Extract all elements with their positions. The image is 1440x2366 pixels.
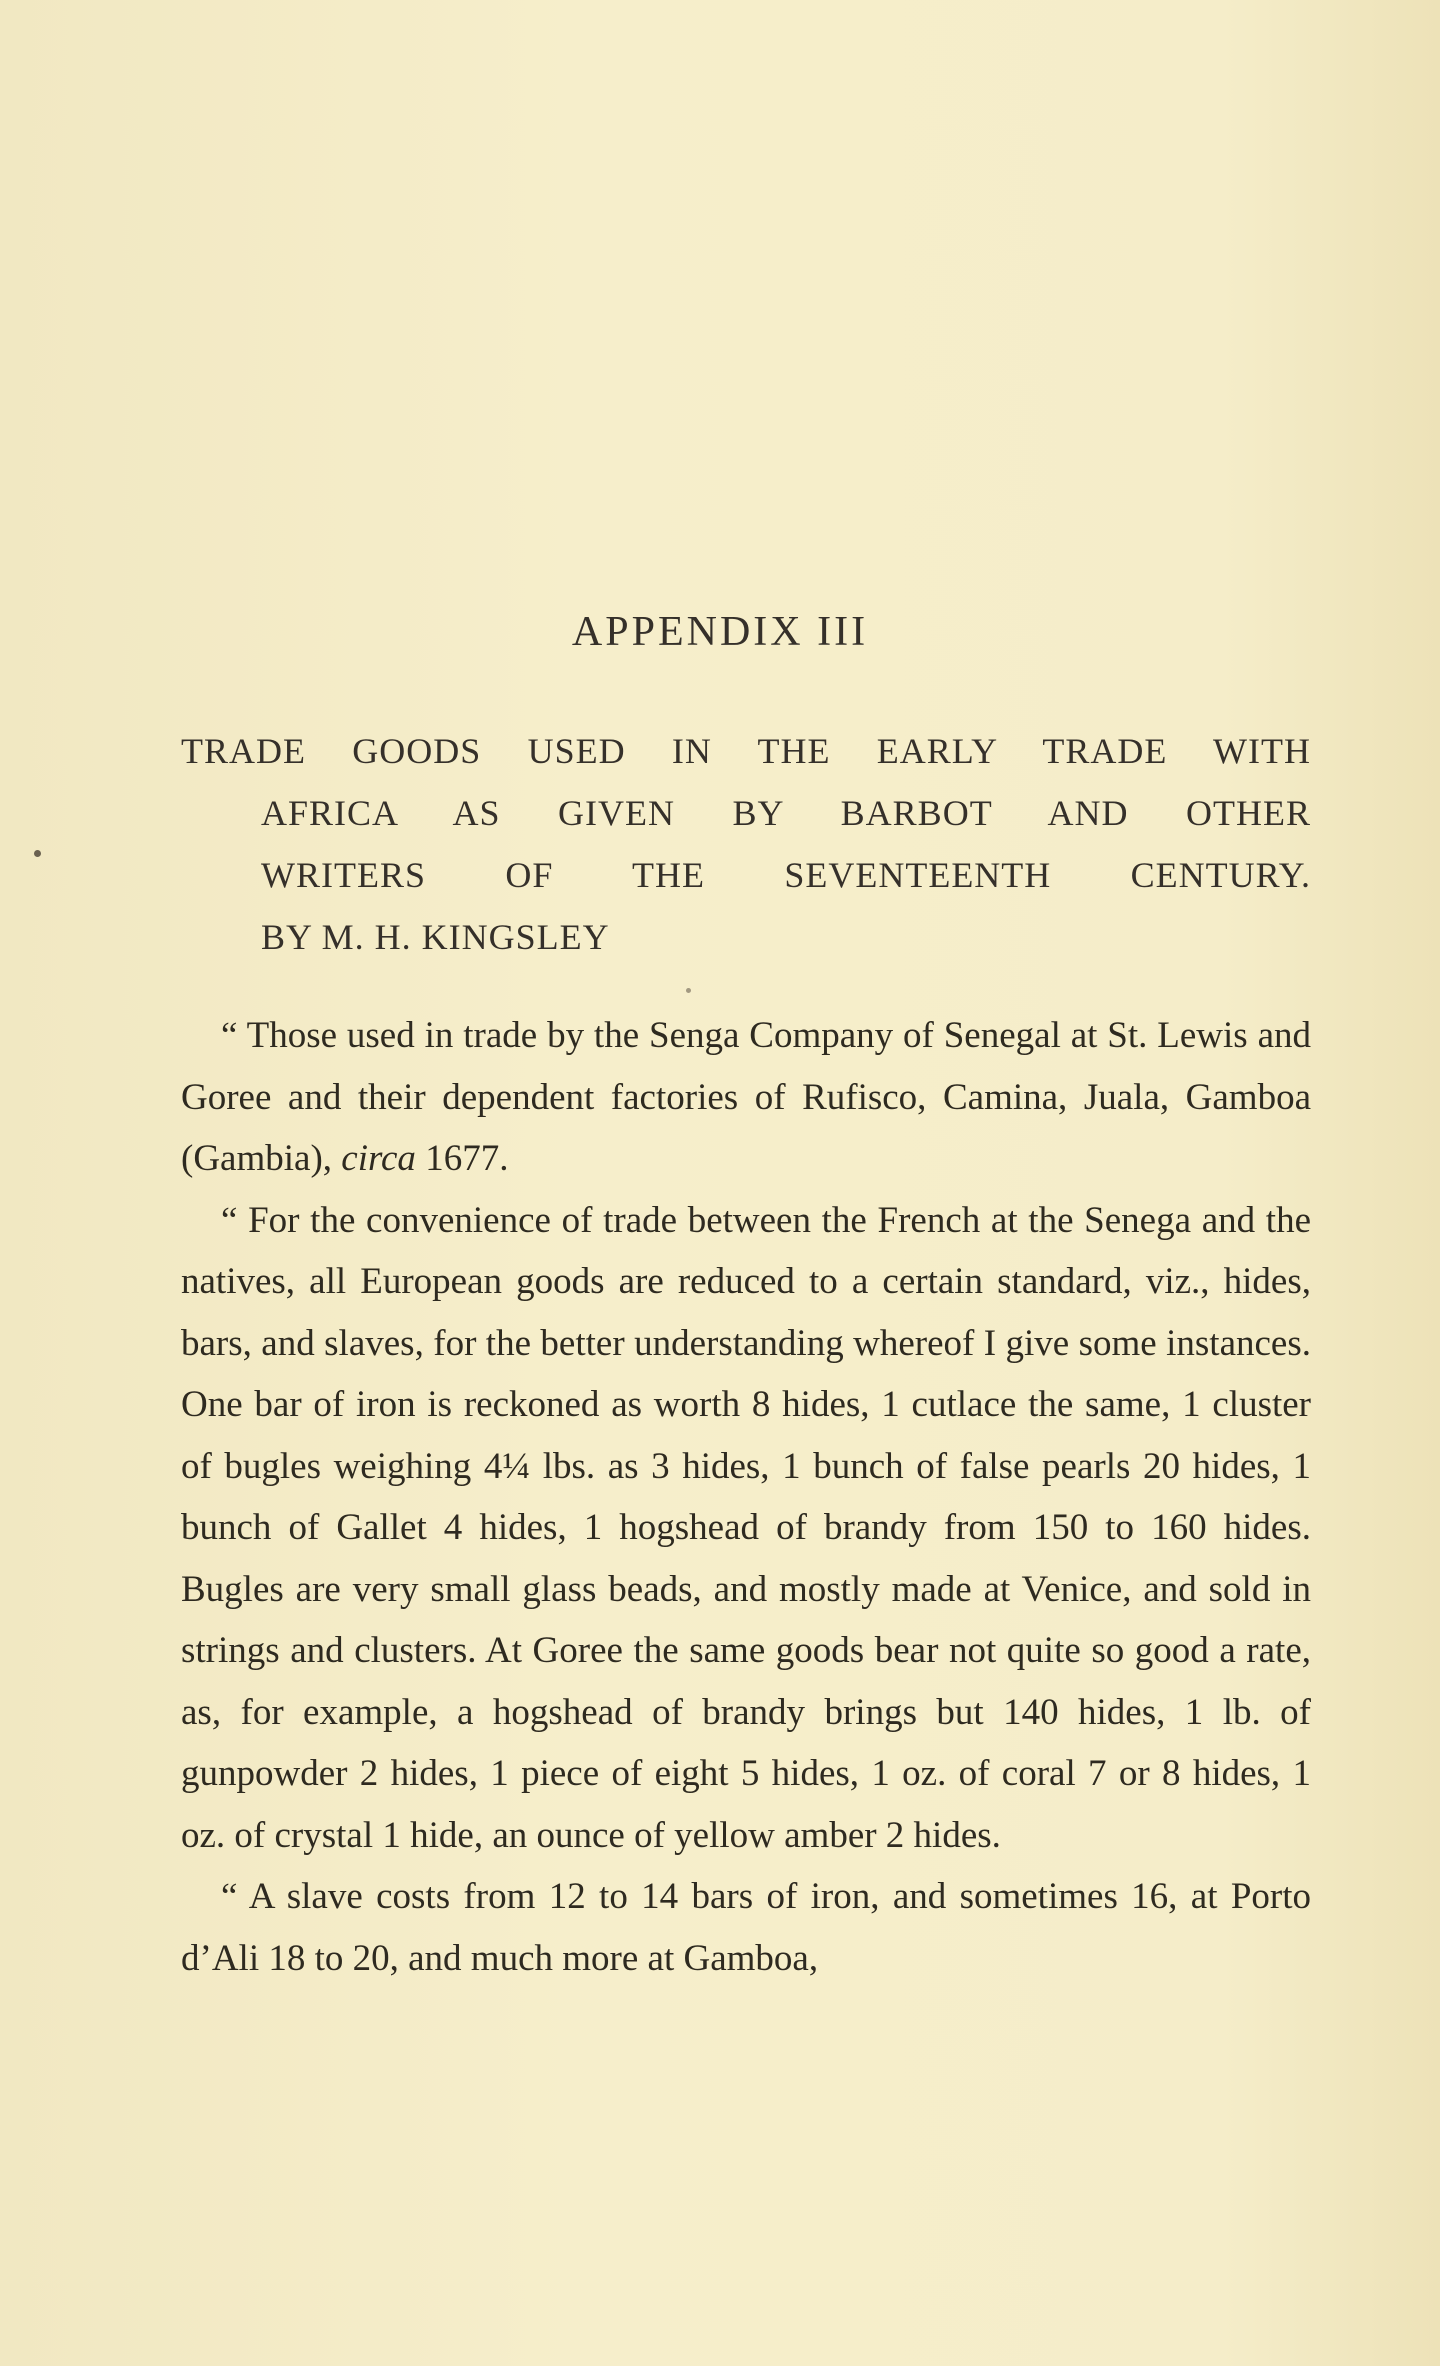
paragraph: “ A slave costs from 12 to 14 bars of iron, and sometimes 16, at Porto d’Ali 18 to 20, and much more at Gamboa, [181,1876,1311,1979]
paragraph-text: “ Those used in trade by the Senga Company of Senegal at St. Lewis and Goree and their dependent factories of Rufisco, Camina, Juala, Gamboa (Gambia), [181,1015,1311,1179]
subtitle-line: AFRICA AS GIVEN BY BARBOT AND OTHER [261,793,1311,833]
paragraph [181,1005,1311,1190]
subtitle-line: TRADE GOODS USED IN THE EARLY TRADE WITH [181,731,1311,771]
appendix-subtitle [181,720,1311,968]
italic-term: circa [341,1138,416,1179]
author-line: BY M. H. KINGSLEY [261,917,610,957]
paragraph-date: 1677. [415,1138,509,1179]
body-text [181,1005,1311,1989]
appendix-heading: APPENDIX III [571,609,869,655]
paragraph: “ For the convenience of trade between the French at the Senega and the natives, all European goods are reduced to a certain standard, viz., hides, bars, and slaves, for the better understanding whereof I give some instances. One bar of iron is reckoned as worth 8 hides, 1 cutlace the same, 1 cluster of bugles weighing 4¼ lbs. as 3 hides, 1 bunch of false pearls 20 hides, 1 bunch of Gallet 4 hides, 1 hogshead of brandy from 150 to 160 hides. Bugles are very small glass beads, and mostly made at Venice, and sold in strings and clusters. At Goree the same goods bear not quite so good a rate, as, for example, a hogshead of brandy brings but 140 hides, 1 lb. of gunpowder 2 hides, 1 piece of eight 5 hides, 1 oz. of coral 7 or 8 hides, 1 oz. of crystal 1 hide, an ounce of yellow amber 2 hides. [181,1199,1311,1856]
ink-speck [686,988,691,993]
subtitle-line: WRITERS OF THE SEVENTEENTH CENTURY. [261,855,1311,895]
ink-speck [34,850,41,857]
